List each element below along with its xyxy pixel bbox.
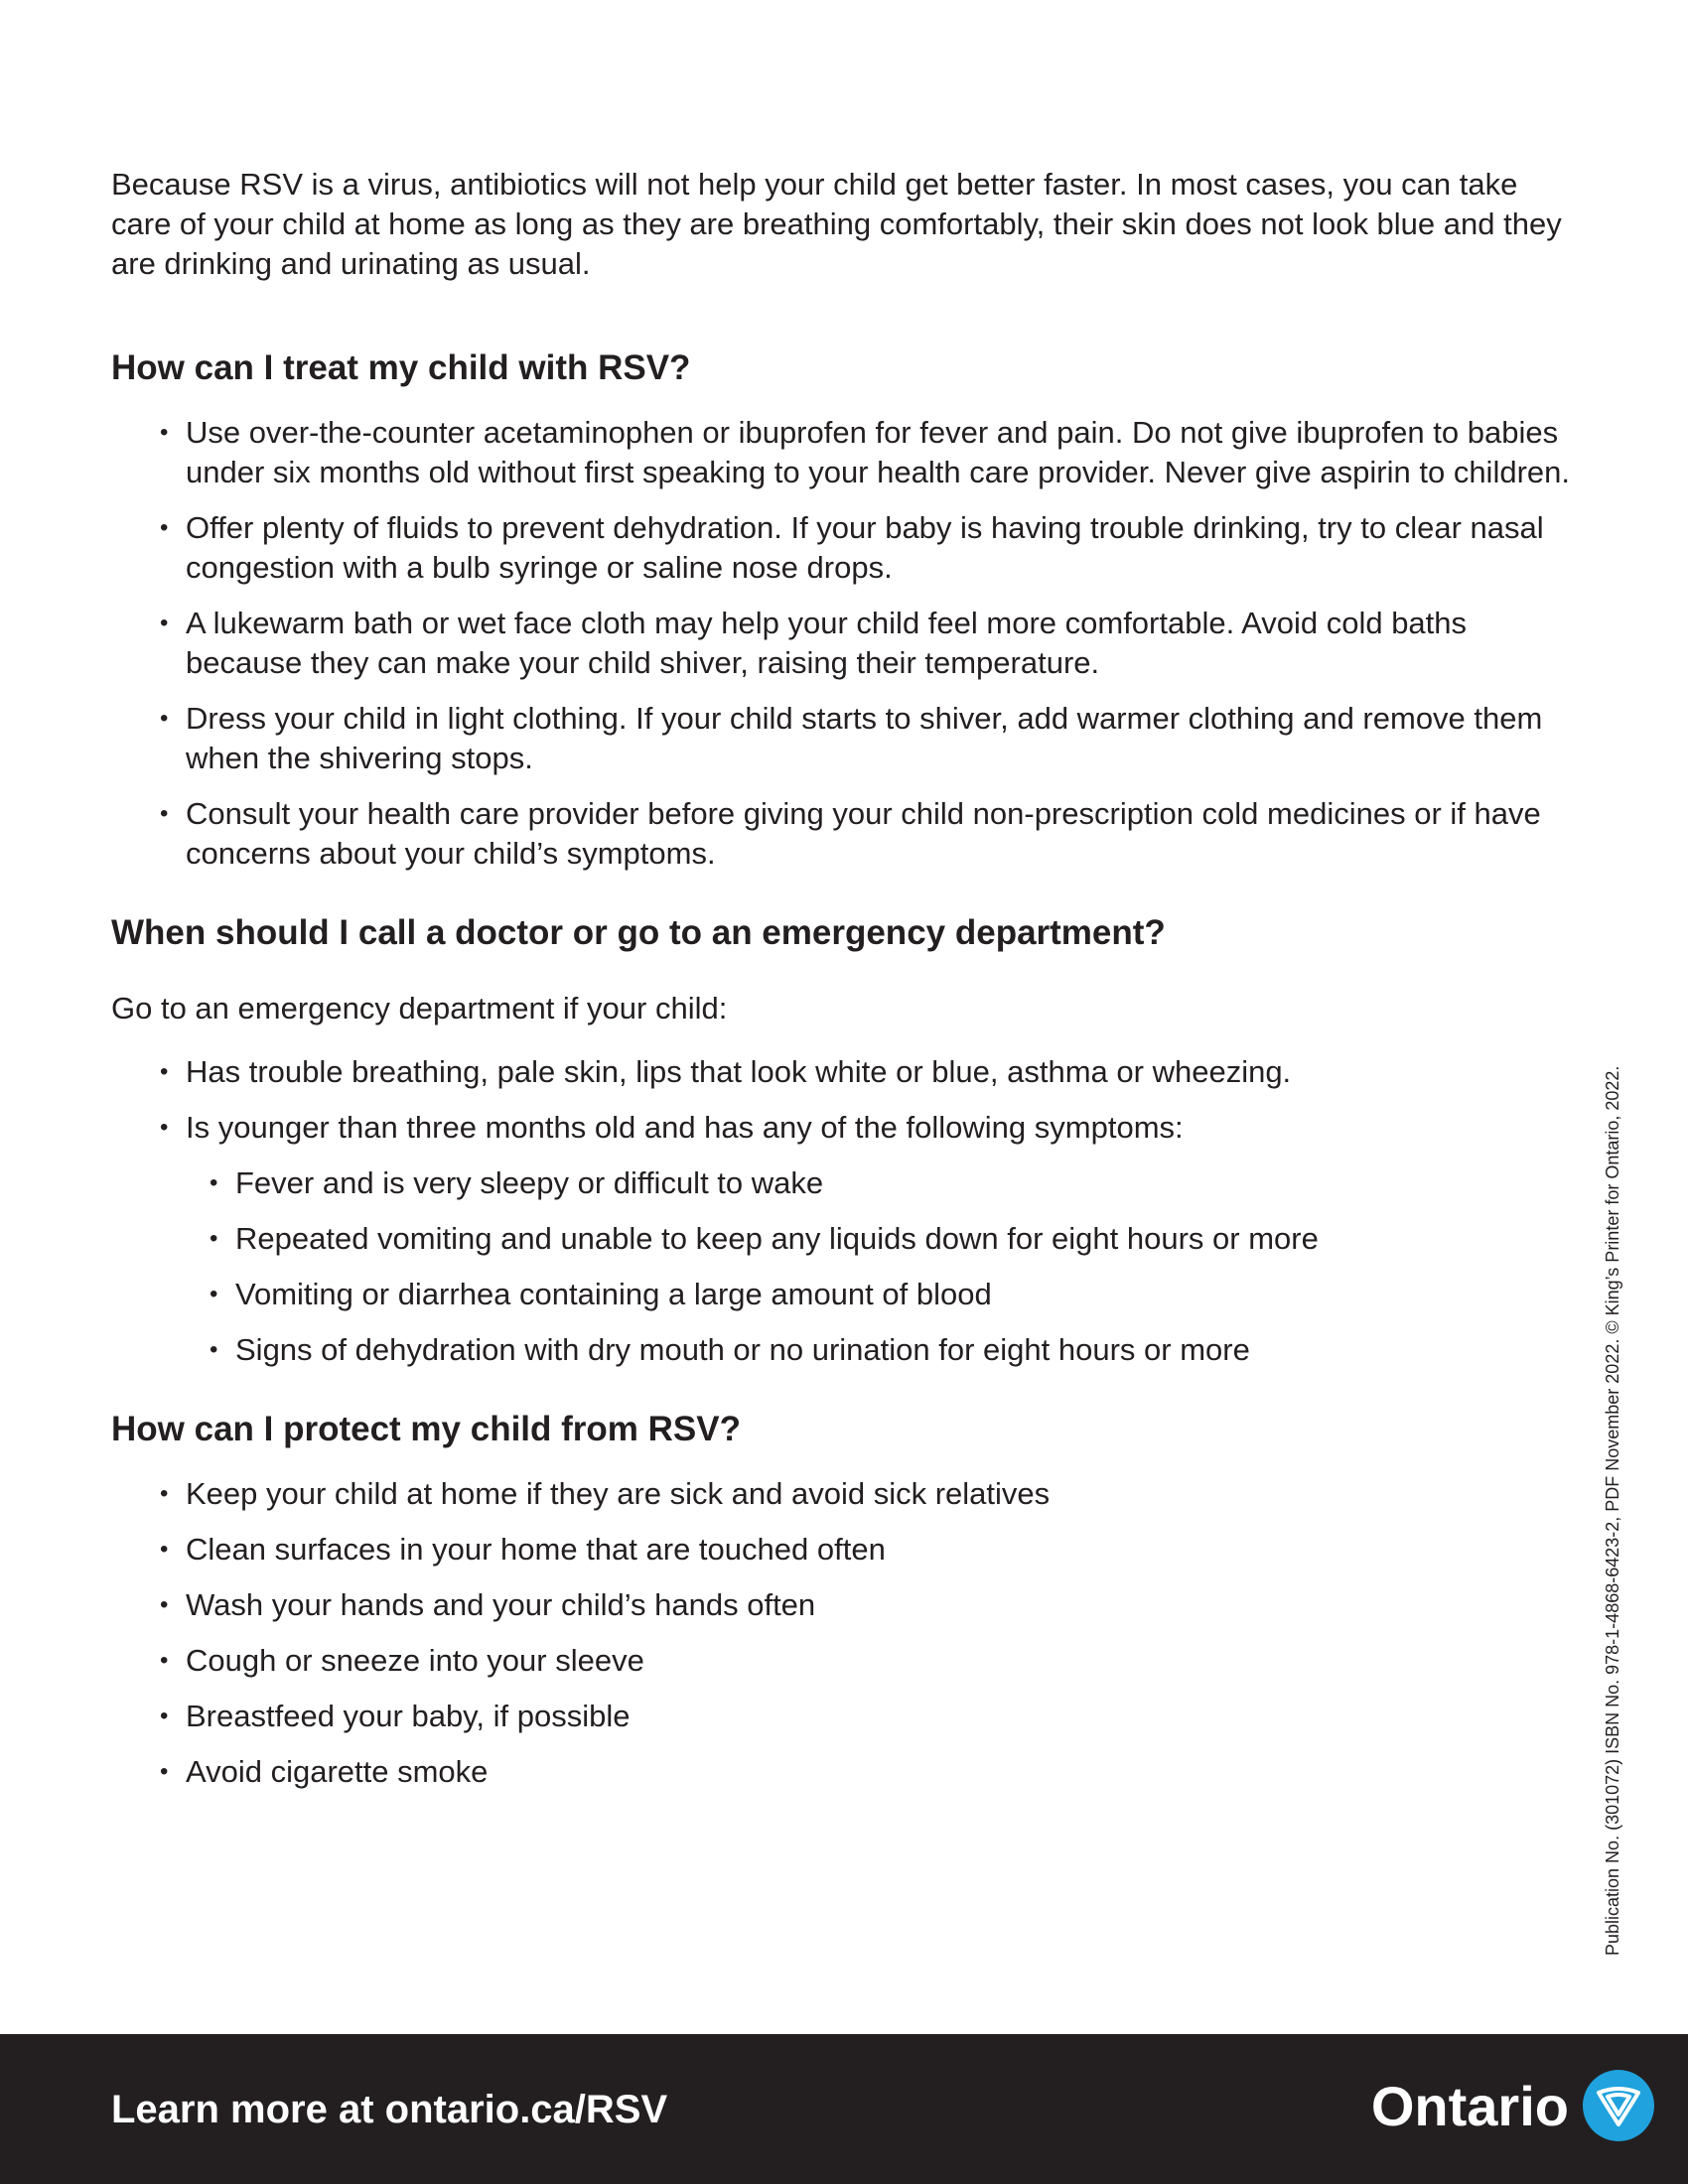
protect-heading: How can I protect my child from RSV?	[111, 1410, 741, 1448]
list-item: • Signs of dehydration with dry mouth or no urination for eight hours or more	[111, 1330, 1571, 1370]
protect-list	[111, 1474, 1571, 1792]
emergency-list	[111, 1052, 1571, 1148]
emergency-heading: When should I call a doctor or go to an emergency department?	[111, 913, 1166, 952]
list-item: • Vomiting or diarrhea containing a large amount of blood	[111, 1275, 1571, 1314]
intro-paragraph: Because RSV is a virus, antibiotics will not help your child get better faster. In most cases, you can take care of your child at home as long as they are breathing comfortably, their skin does not look blue and they are drinking and urinating as usual.	[111, 167, 1562, 281]
list-item: • Consult your health care provider before giving your child non-prescription cold medicines or if have concerns about your child’s symptoms.	[111, 794, 1571, 874]
footer-bar	[0, 2034, 1688, 2184]
trillium-icon	[1583, 2070, 1654, 2141]
list-item: • Avoid cigarette smoke	[111, 1752, 1571, 1792]
list-item: • Offer plenty of fluids to prevent dehydration. If your baby is having trouble drinking, try to clear nasal congestion with a bulb syringe or saline nose drops.	[111, 508, 1571, 588]
list-item: • Wash your hands and your child’s hands often	[111, 1585, 1571, 1625]
list-item: • Fever and is very sleepy or difficult to wake	[111, 1163, 1571, 1203]
list-item: • Cough or sneeze into your sleeve	[111, 1641, 1571, 1681]
list-item: • Is younger than three months old and has any of the following symptoms:	[111, 1108, 1571, 1148]
list-item: • A lukewarm bath or wet face cloth may help your child feel more comfortable. Avoid cold baths because they can make your child shiver, raising their temperature.	[111, 604, 1571, 683]
emergency-intro: Go to an emergency department if your child:	[111, 991, 728, 1025]
treat-heading: How can I treat my child with RSV?	[111, 348, 691, 387]
emergency-sublist	[111, 1163, 1571, 1370]
list-item: • Keep your child at home if they are sick and avoid sick relatives	[111, 1474, 1571, 1514]
list-item: • Repeated vomiting and unable to keep any liquids down for eight hours or more	[111, 1219, 1571, 1259]
list-item: • Use over-the-counter acetaminophen or ibuprofen for fever and pain. Do not give ibuprofen to babies under six months old without first speaking to your health care provider. Never give aspirin to children.	[111, 413, 1571, 492]
publication-note: Publication No. (301072) ISBN No. 978-1-4868-6423-2, PDF November 2022. © King’s Printer for Ontario, 2022.	[1603, 1065, 1622, 1956]
treat-list	[111, 413, 1571, 874]
ontario-logo	[1371, 2070, 1654, 2141]
list-item: • Breastfeed your baby, if possible	[111, 1697, 1571, 1736]
list-item: • Has trouble breathing, pale skin, lips that look white or blue, asthma or wheezing.	[111, 1052, 1571, 1092]
document-body	[111, 165, 1571, 1808]
list-item: • Clean surfaces in your home that are touched often	[111, 1530, 1571, 1570]
brand-name: Ontario	[1370, 2074, 1569, 2137]
learn-more-link[interactable]: Learn more at ontario.ca/RSV	[111, 2088, 668, 2131]
list-item: • Dress your child in light clothing. If your child starts to shiver, add warmer clothing and remove them when the shivering stops.	[111, 699, 1571, 778]
